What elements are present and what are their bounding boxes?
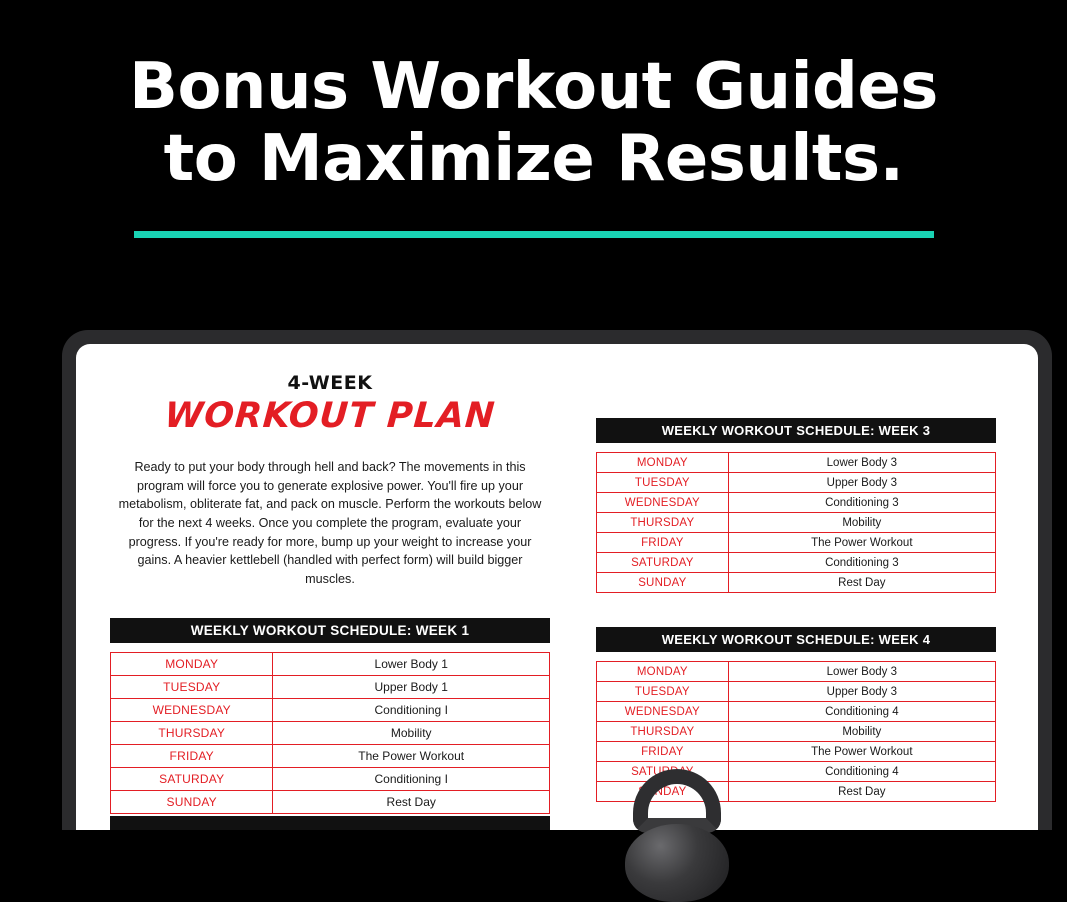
day-cell: FRIDAY: [111, 745, 273, 768]
table-row: [597, 533, 996, 553]
table-row: [111, 653, 550, 676]
workout-cell: Rest Day: [728, 573, 995, 593]
day-cell: FRIDAY: [597, 742, 729, 762]
plan-intro-paragraph: Ready to put your body through hell and back? The movements in this program will force you to generate explosive power. You'll fire up your metabolism, obliterate fat, and pack on muscle. Perform the workouts below for the next 4 weeks. Once you complete the program, evaluate your progress. If you're ready for more, bump up your weight to increase your gains. A heavier kettlebell (handled with perfect form) will build bigger muscles.: [118, 460, 542, 586]
workout-cell: Mobility: [273, 722, 550, 745]
workout-plan-document: [76, 344, 1038, 830]
workout-cell: Conditioning I: [273, 768, 550, 791]
kettlebell-icon: [621, 769, 733, 889]
table-row: [111, 699, 550, 722]
workout-cell: The Power Workout: [728, 742, 995, 762]
next-schedule-heading-partial: [110, 816, 550, 830]
day-cell: WEDNESDAY: [111, 699, 273, 722]
workout-cell: Rest Day: [273, 791, 550, 814]
day-cell: TUESDAY: [597, 682, 729, 702]
kettlebell-body: [625, 824, 729, 902]
workout-cell: Mobility: [728, 513, 995, 533]
day-cell: THURSDAY: [111, 722, 273, 745]
day-cell: SUNDAY: [597, 573, 729, 593]
workout-cell: Mobility: [728, 722, 995, 742]
workout-cell: Conditioning 4: [728, 762, 995, 782]
hero-section: [0, 0, 1067, 238]
workout-cell: Upper Body 3: [728, 682, 995, 702]
document-left-column: [110, 372, 550, 814]
table-row: [597, 573, 996, 593]
day-cell: SATURDAY: [597, 553, 729, 573]
workout-cell: Rest Day: [728, 782, 995, 802]
table-row: [597, 682, 996, 702]
page-title: [0, 52, 1067, 195]
table-row: [597, 493, 996, 513]
table-row: [597, 473, 996, 493]
day-cell: FRIDAY: [597, 533, 729, 553]
table-row: [111, 768, 550, 791]
schedule-heading: WEEKLY WORKOUT SCHEDULE: WEEK 3: [596, 418, 996, 443]
day-cell: THURSDAY: [597, 722, 729, 742]
table-row: [597, 702, 996, 722]
workout-cell: The Power Workout: [273, 745, 550, 768]
table-row: [597, 722, 996, 742]
day-cell: SATURDAY: [597, 762, 729, 782]
table-row: [597, 453, 996, 473]
workout-cell: Lower Body 3: [728, 453, 995, 473]
workout-cell: The Power Workout: [728, 533, 995, 553]
table-row: [111, 722, 550, 745]
accent-divider: [134, 231, 934, 238]
workout-cell: Conditioning 4: [728, 702, 995, 722]
day-cell: WEDNESDAY: [597, 493, 729, 513]
table-row: [111, 791, 550, 814]
table-row: [597, 742, 996, 762]
workout-cell: Upper Body 1: [273, 676, 550, 699]
hero-headline-line-2: to Maximize Results.: [163, 121, 904, 196]
table-row: [111, 745, 550, 768]
workout-cell: Conditioning 3: [728, 493, 995, 513]
table-row: [597, 553, 996, 573]
tablet-device-frame: [62, 330, 1052, 830]
schedule-heading: WEEKLY WORKOUT SCHEDULE: WEEK 4: [596, 627, 996, 652]
workout-cell: Lower Body 3: [728, 662, 995, 682]
day-cell: MONDAY: [597, 453, 729, 473]
day-cell: SATURDAY: [111, 768, 273, 791]
day-cell: SUNDAY: [597, 782, 729, 802]
hero-headline-line-1: Bonus Workout Guides: [129, 50, 938, 124]
day-cell: MONDAY: [111, 653, 273, 676]
document-right-column: [596, 372, 996, 814]
day-cell: TUESDAY: [111, 676, 273, 699]
workout-cell: Conditioning 3: [728, 553, 995, 573]
plan-title: WORKOUT PLAN: [163, 396, 497, 436]
day-cell: THURSDAY: [597, 513, 729, 533]
schedule-table: [110, 652, 550, 814]
table-row: [111, 676, 550, 699]
day-cell: WEDNESDAY: [597, 702, 729, 722]
schedule-week-1: [110, 618, 550, 814]
schedule-table: [596, 452, 996, 593]
workout-cell: Conditioning I: [273, 699, 550, 722]
workout-cell: Upper Body 3: [728, 473, 995, 493]
day-cell: MONDAY: [597, 662, 729, 682]
schedule-week-3: [596, 418, 996, 593]
workout-cell: Lower Body 1: [273, 653, 550, 676]
day-cell: SUNDAY: [111, 791, 273, 814]
tablet-screen: [76, 344, 1038, 830]
schedule-heading: WEEKLY WORKOUT SCHEDULE: WEEK 1: [110, 618, 550, 643]
table-row: [597, 662, 996, 682]
plan-header: [110, 372, 550, 436]
day-cell: TUESDAY: [597, 473, 729, 493]
table-row: [597, 513, 996, 533]
plan-kicker: 4-WEEK: [287, 372, 373, 394]
